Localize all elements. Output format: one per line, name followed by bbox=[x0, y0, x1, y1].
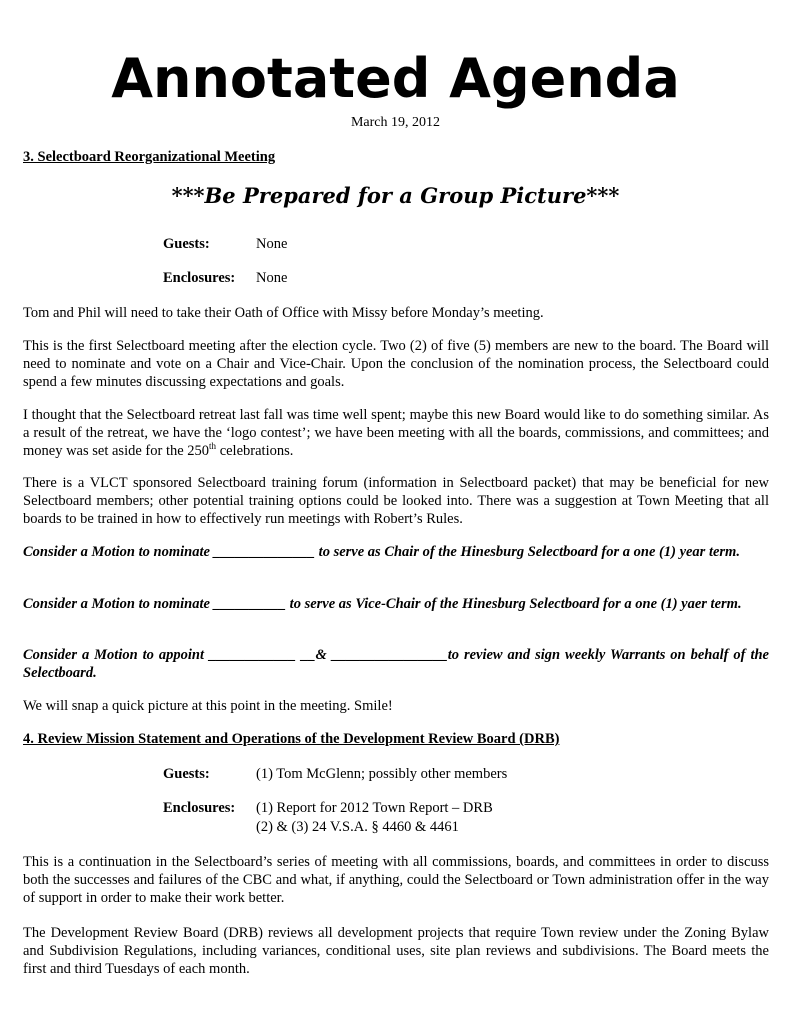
oath-paragraph: Tom and Phil will need to take their Oath of Office with Missy before Monday’s meeting. bbox=[23, 305, 544, 321]
section-3-guests-label: Guests: bbox=[163, 236, 210, 252]
retreat-paragraph-end: celebrations. bbox=[216, 443, 294, 459]
document-date: March 19, 2012 bbox=[350, 115, 441, 130]
group-picture-banner: ***Be Prepared for a Group Picture*** bbox=[171, 183, 620, 208]
motion-appoint-warrants: Consider a Motion to appoint ____________ __& ________________to review and sign weekly Warrants on behalf of the Selectboard. bbox=[23, 647, 769, 681]
picture-paragraph: We will snap a quick picture at this point in the meeting. Smile! bbox=[23, 698, 393, 714]
retreat-paragraph bbox=[23, 406, 769, 460]
section-3-enclosures-value: None bbox=[256, 270, 288, 286]
motion-nominate-chair: Consider a Motion to nominate ______________ to serve as Chair of the Hinesburg Selectboard for a one (1) year term. bbox=[23, 544, 740, 560]
section-4-enclosures-value-1: (1) Report for 2012 Town Report – DRB bbox=[256, 800, 493, 816]
section-4-guests-value: (1) Tom McGlenn; possibly other members bbox=[256, 766, 508, 782]
section-3-heading: 3. Selectboard Reorganizational Meeting bbox=[23, 149, 276, 165]
document-title: Annotated Agenda bbox=[111, 47, 680, 110]
section-3-guests-value: None bbox=[256, 236, 288, 252]
motion-nominate-vice-chair: Consider a Motion to nominate __________ to serve as Vice-Chair of the Hinesburg Selectboard for a one (1) yaer term. bbox=[23, 596, 742, 612]
section-4-enclosures-label: Enclosures: bbox=[163, 800, 236, 816]
section-3-enclosures-label: Enclosures: bbox=[163, 270, 236, 286]
section-4-enclosures-value-2: (2) & (3) 24 V.S.A. § 4460 & 4461 bbox=[256, 819, 459, 835]
ordinal-superscript: th bbox=[209, 441, 217, 452]
section-4-heading: 4. Review Mission Statement and Operations of the Development Review Board (DRB) bbox=[23, 731, 560, 747]
retreat-paragraph-text: I thought that the Selectboard retreat last fall was time well spent; maybe this new Board would like to do something similar. As a result of the retreat, we have the ‘logo contest’; we have been meeting with all the boards, commissions, and committees; and money was set aside for the 250 bbox=[23, 407, 769, 459]
election-cycle-paragraph: This is the first Selectboard meeting after the election cycle. Two (2) of five (5) members are new to the board. The Board will need to nominate and vote on a Chair and Vice-Chair. Upon the conclusion of the nomination process, the Selectboard could spend a few minutes discussing expectations and goals. bbox=[23, 338, 769, 390]
training-paragraph: There is a VLCT sponsored Selectboard training forum (information in Selectboard packet) that may be beneficial for new Selectboard members; other potential training options could be looked into. There was a suggestion at Town Meeting that all boards to be trained in how to effectively run meetings with Robert’s Rules. bbox=[23, 475, 769, 527]
section-4-guests-label: Guests: bbox=[163, 766, 210, 782]
continuation-paragraph: This is a continuation in the Selectboard’s series of meeting with all commissions, boards, and committees in order to discuss both the successes and failures of the CBC and what, if anything, could the Selectboard or Town administration offer in the way of support in order to make their work better. bbox=[23, 854, 769, 906]
drb-description-paragraph: The Development Review Board (DRB) reviews all development projects that require Town review under the Zoning Bylaw and Subdivision Regulations, including variances, conditional uses, site plan reviews and subdivisions. The Board meets the first and third Tuesdays of each month. bbox=[23, 925, 769, 977]
